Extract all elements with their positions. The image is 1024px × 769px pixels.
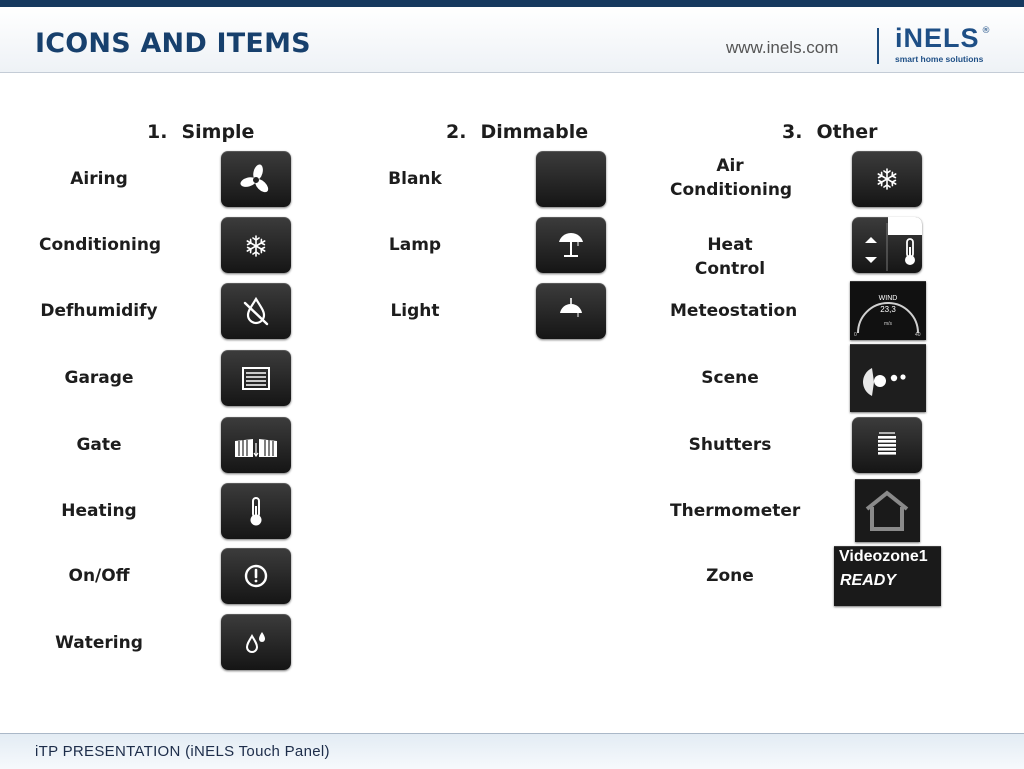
fan-icon[interactable]: [221, 151, 291, 207]
item-label-scene: Scene: [701, 368, 759, 388]
house-icon[interactable]: [855, 479, 920, 542]
inels-logo: [895, 23, 1005, 67]
garage-door-icon[interactable]: [221, 350, 291, 406]
heat-control-icon[interactable]: [852, 217, 922, 273]
column-title-simple: 1. Simple: [147, 121, 255, 143]
item-label-lamp: Lamp: [388, 235, 442, 255]
ceiling-light-icon[interactable]: [536, 283, 606, 339]
no-drop-icon[interactable]: [221, 283, 291, 339]
website-url: www.inels.com: [726, 38, 839, 57]
gate-icon[interactable]: [221, 417, 291, 473]
item-label-garage: Garage: [64, 368, 134, 388]
item-label-light: Light: [390, 301, 440, 321]
logo-registered-mark: ®: [981, 26, 991, 36]
table-lamp-icon[interactable]: [536, 217, 606, 273]
wind-gauge-icon[interactable]: [850, 281, 926, 340]
scene-icon[interactable]: [850, 344, 926, 412]
header-divider: [877, 28, 879, 64]
water-drops-icon[interactable]: [221, 614, 291, 670]
item-label-blank: Blank: [388, 169, 442, 189]
blank-icon[interactable]: [536, 151, 606, 207]
item-label-air-conditioning: Air Conditioning: [670, 156, 793, 200]
meteo-min: 0: [854, 332, 857, 338]
column-title-other: 3. Other: [782, 121, 878, 143]
item-label-on-off: On/Off: [68, 566, 130, 586]
meteo-value: 23,3: [880, 305, 896, 314]
logo-tagline: smart home solutions: [895, 54, 984, 64]
footer-text: iTP PRESENTATION (iNELS Touch Panel): [35, 743, 330, 760]
videozone-status: READY: [840, 572, 897, 589]
videozone-icon[interactable]: [834, 546, 941, 606]
item-label-shutters: Shutters: [688, 435, 772, 455]
item-label-airing: Airing: [70, 169, 128, 189]
meteo-unit: m/s: [883, 321, 893, 327]
snowflake-icon[interactable]: [852, 151, 922, 207]
item-label-zone: Zone: [706, 566, 754, 586]
item-label-watering: Watering: [55, 633, 143, 653]
item-label-conditioning: Conditioning: [39, 235, 162, 255]
slide-footer: [0, 733, 1024, 769]
meteo-max: 40: [915, 332, 921, 338]
item-label-meteostation: Meteostation: [670, 301, 798, 321]
item-label-heating: Heating: [61, 501, 137, 521]
shutters-icon[interactable]: [852, 417, 922, 473]
slide-header: [0, 7, 1024, 73]
meteo-title: WIND: [878, 295, 898, 302]
page-title: ICONS AND ITEMS: [35, 28, 311, 59]
snowflake-icon[interactable]: [221, 217, 291, 273]
logo-wordmark: iNELS: [895, 23, 980, 53]
item-label-thermometer: Thermometer: [670, 501, 801, 521]
videozone-name: Videozone1: [839, 548, 928, 565]
item-label-defhumidify: Defhumidify: [40, 301, 158, 321]
column-title-dimmable: 2. Dimmable: [446, 121, 589, 143]
top-accent-bar: [0, 0, 1024, 7]
power-icon[interactable]: [221, 548, 291, 604]
item-label-heat-control: Heat Control: [694, 235, 766, 279]
thermometer-icon[interactable]: [221, 483, 291, 539]
item-label-gate: Gate: [76, 435, 122, 455]
